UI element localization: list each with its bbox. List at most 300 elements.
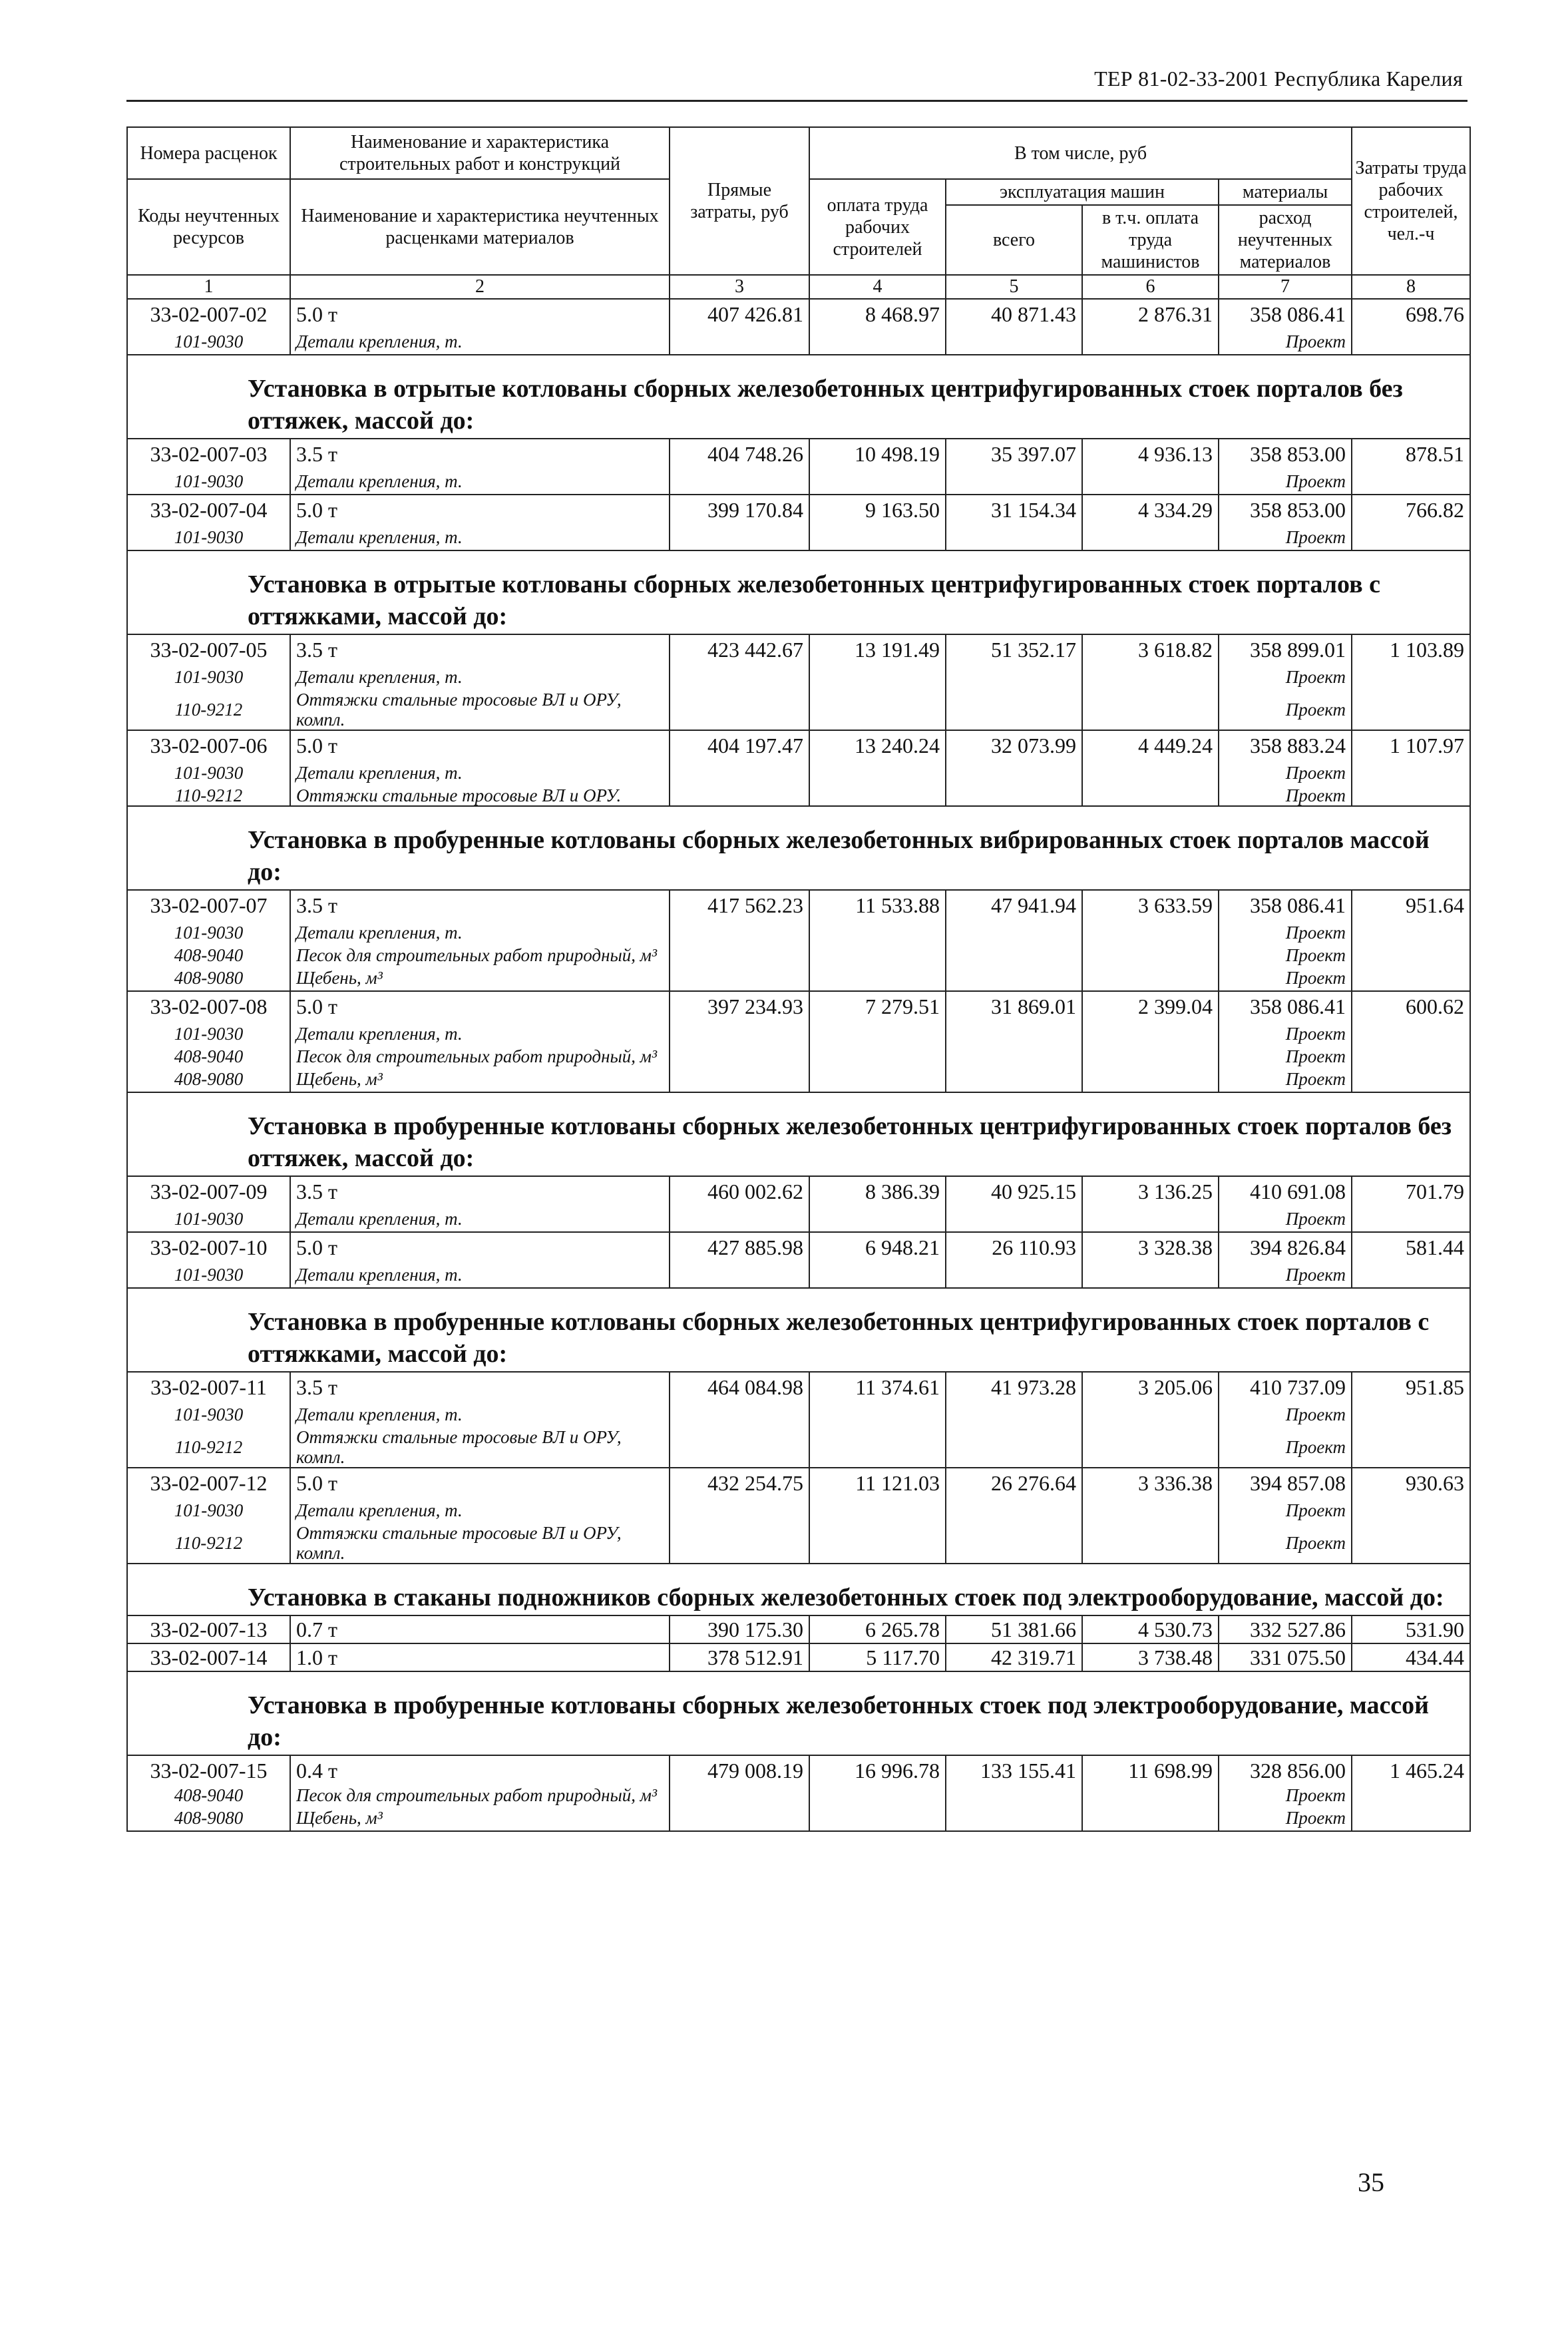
resource-row — [127, 920, 1470, 945]
rate-code: 33-02-007-14 — [127, 1643, 290, 1671]
section-heading-row — [127, 550, 1470, 634]
labor-hours: 581.44 — [1352, 1232, 1470, 1262]
resource-row — [127, 1021, 1470, 1046]
empty-cell — [946, 525, 1082, 550]
materials-cost: 410 691.08 — [1219, 1176, 1352, 1206]
machines-total: 32 073.99 — [946, 730, 1082, 760]
rate-row — [127, 1232, 1470, 1262]
column-number: 1 — [127, 275, 290, 299]
resource-name: Детали крепления, т. — [290, 1021, 670, 1046]
empty-cell — [809, 1206, 946, 1232]
resource-status: Проект — [1219, 329, 1352, 355]
resource-status: Проект — [1219, 1402, 1352, 1427]
materials-group-header: материалы — [1219, 179, 1352, 205]
materials-cost: 358 086.41 — [1219, 991, 1352, 1021]
empty-cell — [809, 469, 946, 495]
machines-total: 51 381.66 — [946, 1615, 1082, 1643]
resource-name: Оттяжки стальные тросовые ВЛ и ОРУ. — [290, 785, 670, 806]
operators-pay: 4 530.73 — [1082, 1615, 1219, 1643]
rate-code: 33-02-007-09 — [127, 1176, 290, 1206]
resource-code: 101-9030 — [127, 1021, 290, 1046]
materials-cost: 358 853.00 — [1219, 439, 1352, 469]
machines-total: 47 941.94 — [946, 890, 1082, 920]
direct-cost: 399 170.84 — [670, 495, 809, 525]
resource-row — [127, 469, 1470, 495]
rate-code: 33-02-007-11 — [127, 1372, 290, 1402]
rate-row — [127, 1615, 1470, 1643]
empty-cell — [1082, 785, 1219, 806]
resource-name: Оттяжки стальные тросовые ВЛ и ОРУ, компл. — [290, 1523, 670, 1564]
resource-status: Проект — [1219, 920, 1352, 945]
column-number: 8 — [1352, 275, 1470, 299]
materials-cost: 394 857.08 — [1219, 1468, 1352, 1498]
materials-cost: 358 899.01 — [1219, 634, 1352, 664]
resource-name: Оттяжки стальные тросовые ВЛ и ОРУ, компл. — [290, 690, 670, 730]
rate-name: 0.7 т — [290, 1615, 670, 1643]
rate-name: 3.5 т — [290, 1176, 670, 1206]
rate-row — [127, 1643, 1470, 1671]
direct-cost: 404 748.26 — [670, 439, 809, 469]
section-heading-row — [127, 1288, 1470, 1372]
resource-code: 101-9030 — [127, 664, 290, 690]
machines-total: 133 155.41 — [946, 1755, 1082, 1785]
empty-cell — [809, 664, 946, 690]
resource-row — [127, 1402, 1470, 1427]
document-header: ТЕР 81-02-33-2001 Республика Карелия — [1094, 67, 1463, 91]
resource-row — [127, 329, 1470, 355]
rate-code: 33-02-007-02 — [127, 299, 290, 329]
materials-cost: 358 086.41 — [1219, 299, 1352, 329]
resource-name: Детали крепления, т. — [290, 525, 670, 550]
resource-name: Детали крепления, т. — [290, 1402, 670, 1427]
empty-cell — [670, 1805, 809, 1831]
empty-cell — [946, 690, 1082, 730]
rate-row — [127, 1468, 1470, 1498]
empty-cell — [1352, 785, 1470, 806]
section-title: Установка в пробуренные котлованы сборных железобетонных вибрированных стоек порталов массой до: — [127, 806, 1470, 890]
empty-cell — [1082, 1523, 1219, 1564]
empty-cell — [809, 760, 946, 785]
empty-cell — [670, 664, 809, 690]
materials-cost: 331 075.50 — [1219, 1643, 1352, 1671]
rate-name: 5.0 т — [290, 991, 670, 1021]
labor-hours: 930.63 — [1352, 1468, 1470, 1498]
labor-pay: 8 468.97 — [809, 299, 946, 329]
empty-cell — [946, 1066, 1082, 1092]
rate-row — [127, 299, 1470, 329]
empty-cell — [946, 1427, 1082, 1468]
column-number: 4 — [809, 275, 946, 299]
resource-status: Проект — [1219, 965, 1352, 991]
empty-cell — [809, 1805, 946, 1831]
direct-cost: 479 008.19 — [670, 1755, 809, 1785]
resource-name: Детали крепления, т. — [290, 760, 670, 785]
resource-code: 408-9040 — [127, 945, 290, 965]
section-heading-row — [127, 355, 1470, 439]
resource-name: Детали крепления, т. — [290, 329, 670, 355]
labor-pay: 9 163.50 — [809, 495, 946, 525]
materials-cost: 332 527.86 — [1219, 1615, 1352, 1643]
rate-code: 33-02-007-07 — [127, 890, 290, 920]
empty-cell — [809, 1402, 946, 1427]
empty-cell — [946, 785, 1082, 806]
empty-cell — [670, 1262, 809, 1288]
section-title: Установка в пробуренные котлованы сборных железобетонных стоек под электрооборудование, массой до: — [127, 1671, 1470, 1755]
empty-cell — [1352, 1206, 1470, 1232]
empty-cell — [946, 664, 1082, 690]
section-title: Установка в отрытые котлованы сборных железобетонных центрифугированных стоек порталов с оттяжками, массой до: — [127, 550, 1470, 634]
empty-cell — [670, 469, 809, 495]
page-number: 35 — [1358, 2167, 1384, 2197]
empty-cell — [809, 785, 946, 806]
operators-pay: 11 698.99 — [1082, 1755, 1219, 1785]
empty-cell — [809, 965, 946, 991]
labor-hours: 951.64 — [1352, 890, 1470, 920]
empty-cell — [1082, 664, 1219, 690]
labor-hours: 600.62 — [1352, 991, 1470, 1021]
resource-row — [127, 690, 1470, 730]
machines-total: 26 276.64 — [946, 1468, 1082, 1498]
resource-code: 101-9030 — [127, 329, 290, 355]
labor-pay: 11 121.03 — [809, 1468, 946, 1498]
col2-bottom-header: Наименование и характеристика неучтенных расценками материалов — [290, 179, 670, 275]
rate-row — [127, 730, 1470, 760]
resource-code: 101-9030 — [127, 920, 290, 945]
resource-name: Детали крепления, т. — [290, 664, 670, 690]
resource-status: Проект — [1219, 1066, 1352, 1092]
labor-pay: 10 498.19 — [809, 439, 946, 469]
empty-cell — [809, 1523, 946, 1564]
empty-cell — [670, 1046, 809, 1066]
resource-code: 408-9080 — [127, 965, 290, 991]
rate-name: 3.5 т — [290, 1372, 670, 1402]
empty-cell — [1082, 1066, 1219, 1092]
direct-cost-header: Прямые затраты, руб — [670, 127, 809, 275]
rate-code: 33-02-007-06 — [127, 730, 290, 760]
operators-pay: 3 633.59 — [1082, 890, 1219, 920]
resource-code: 101-9030 — [127, 525, 290, 550]
empty-cell — [809, 1262, 946, 1288]
resource-row — [127, 525, 1470, 550]
resource-code: 101-9030 — [127, 760, 290, 785]
empty-cell — [670, 1402, 809, 1427]
section-heading-row — [127, 1671, 1470, 1755]
resource-status: Проект — [1219, 1046, 1352, 1066]
empty-cell — [1082, 920, 1219, 945]
labor-hours: 434.44 — [1352, 1643, 1470, 1671]
empty-cell — [946, 1498, 1082, 1523]
resource-name: Оттяжки стальные тросовые ВЛ и ОРУ, компл. — [290, 1427, 670, 1468]
machines-total: 42 319.71 — [946, 1643, 1082, 1671]
resource-status: Проект — [1219, 1498, 1352, 1523]
empty-cell — [809, 525, 946, 550]
resource-row — [127, 965, 1470, 991]
empty-cell — [1082, 1805, 1219, 1831]
empty-cell — [946, 1805, 1082, 1831]
rate-row — [127, 495, 1470, 525]
empty-cell — [1082, 690, 1219, 730]
empty-cell — [809, 1498, 946, 1523]
empty-cell — [1082, 1498, 1219, 1523]
empty-cell — [1352, 1021, 1470, 1046]
empty-cell — [1082, 329, 1219, 355]
labor-hours-header: Затраты труда рабочих строителей, чел.-ч — [1352, 127, 1470, 275]
empty-cell — [946, 1262, 1082, 1288]
direct-cost: 378 512.91 — [670, 1643, 809, 1671]
labor-pay: 13 191.49 — [809, 634, 946, 664]
resource-code: 101-9030 — [127, 469, 290, 495]
rate-code: 33-02-007-13 — [127, 1615, 290, 1643]
empty-cell — [1082, 1785, 1219, 1805]
rate-row — [127, 890, 1470, 920]
rate-row — [127, 1372, 1470, 1402]
col1-bottom-header: Коды неучтенных ресурсов — [127, 179, 290, 275]
resource-code: 101-9030 — [127, 1498, 290, 1523]
labor-pay: 8 386.39 — [809, 1176, 946, 1206]
rate-name: 5.0 т — [290, 299, 670, 329]
operators-pay: 4 449.24 — [1082, 730, 1219, 760]
resource-status: Проект — [1219, 1021, 1352, 1046]
empty-cell — [1082, 1427, 1219, 1468]
empty-cell — [670, 920, 809, 945]
rate-name: 5.0 т — [290, 730, 670, 760]
empty-cell — [1352, 1262, 1470, 1288]
rate-code: 33-02-007-12 — [127, 1468, 290, 1498]
empty-cell — [946, 1402, 1082, 1427]
resource-name: Щебень, м³ — [290, 1066, 670, 1092]
direct-cost: 427 885.98 — [670, 1232, 809, 1262]
column-number: 6 — [1082, 275, 1219, 299]
empty-cell — [1352, 1046, 1470, 1066]
materials-cost: 358 853.00 — [1219, 495, 1352, 525]
empty-cell — [946, 920, 1082, 945]
rates-table-body — [127, 299, 1470, 1831]
resource-row — [127, 1785, 1470, 1805]
resource-row — [127, 1523, 1470, 1564]
resource-row — [127, 1498, 1470, 1523]
resource-code: 110-9212 — [127, 1523, 290, 1564]
materials-cost: 328 856.00 — [1219, 1755, 1352, 1785]
empty-cell — [670, 1021, 809, 1046]
rate-code: 33-02-007-04 — [127, 495, 290, 525]
empty-cell — [809, 1046, 946, 1066]
column-number: 3 — [670, 275, 809, 299]
empty-cell — [670, 1785, 809, 1805]
machines-total: 40 871.43 — [946, 299, 1082, 329]
resource-name: Песок для строительных работ природный, м³ — [290, 1046, 670, 1066]
empty-cell — [946, 760, 1082, 785]
rate-name: 5.0 т — [290, 495, 670, 525]
empty-cell — [670, 945, 809, 965]
empty-cell — [1352, 945, 1470, 965]
machines-group-header: эксплуатация машин — [946, 179, 1219, 205]
resource-code: 101-9030 — [127, 1206, 290, 1232]
machines-total-header: всего — [946, 205, 1082, 275]
section-title: Установка в пробуренные котлованы сборных железобетонных центрифугированных стоек порталов с оттяжками, массой до: — [127, 1288, 1470, 1372]
resource-code: 408-9040 — [127, 1785, 290, 1805]
empty-cell — [809, 1066, 946, 1092]
empty-cell — [809, 1427, 946, 1468]
machines-total: 35 397.07 — [946, 439, 1082, 469]
section-title: Установка в отрытые котлованы сборных железобетонных центрифугированных стоек порталов без оттяжек, массой до: — [127, 355, 1470, 439]
resource-code: 101-9030 — [127, 1402, 290, 1427]
empty-cell — [946, 1021, 1082, 1046]
resource-row — [127, 1805, 1470, 1831]
direct-cost: 390 175.30 — [670, 1615, 809, 1643]
rate-row — [127, 1176, 1470, 1206]
empty-cell — [1352, 525, 1470, 550]
machines-total: 31 869.01 — [946, 991, 1082, 1021]
resource-row — [127, 760, 1470, 785]
rate-code: 33-02-007-05 — [127, 634, 290, 664]
empty-cell — [1082, 1021, 1219, 1046]
operators-pay: 3 205.06 — [1082, 1372, 1219, 1402]
operators-pay: 3 328.38 — [1082, 1232, 1219, 1262]
rate-code: 33-02-007-03 — [127, 439, 290, 469]
direct-cost: 417 562.23 — [670, 890, 809, 920]
section-title: Установка в пробуренные котлованы сборных железобетонных центрифугированных стоек порталов без оттяжек, массой до: — [127, 1092, 1470, 1176]
column-number: 7 — [1219, 275, 1352, 299]
materials-usage-header: расход неучтенных материалов — [1219, 205, 1352, 275]
labor-hours: 531.90 — [1352, 1615, 1470, 1643]
empty-cell — [809, 1785, 946, 1805]
resource-status: Проект — [1219, 1523, 1352, 1564]
empty-cell — [670, 785, 809, 806]
empty-cell — [670, 1498, 809, 1523]
labor-hours: 701.79 — [1352, 1176, 1470, 1206]
empty-cell — [670, 525, 809, 550]
including-header: В том числе, руб — [809, 127, 1352, 179]
labor-pay: 6 265.78 — [809, 1615, 946, 1643]
operators-pay: 3 336.38 — [1082, 1468, 1219, 1498]
empty-cell — [1352, 1805, 1470, 1831]
section-title: Установка в стаканы подножников сборных железобетонных стоек под электрооборудование, массой до: — [127, 1564, 1470, 1615]
rate-code: 33-02-007-10 — [127, 1232, 290, 1262]
resource-code: 110-9212 — [127, 785, 290, 806]
resource-name: Детали крепления, т. — [290, 920, 670, 945]
empty-cell — [1352, 469, 1470, 495]
empty-cell — [809, 945, 946, 965]
operators-pay: 3 738.48 — [1082, 1643, 1219, 1671]
empty-cell — [670, 965, 809, 991]
labor-pay: 7 279.51 — [809, 991, 946, 1021]
empty-cell — [1352, 1523, 1470, 1564]
resource-row — [127, 1066, 1470, 1092]
operators-pay: 2 876.31 — [1082, 299, 1219, 329]
section-heading-row — [127, 806, 1470, 890]
empty-cell — [1352, 664, 1470, 690]
resource-row — [127, 945, 1470, 965]
empty-cell — [670, 329, 809, 355]
rates-table — [126, 126, 1471, 1832]
empty-cell — [946, 965, 1082, 991]
empty-cell — [1352, 1066, 1470, 1092]
labor-hours: 1 465.24 — [1352, 1755, 1470, 1785]
rate-row — [127, 634, 1470, 664]
column-number: 2 — [290, 275, 670, 299]
empty-cell — [946, 1785, 1082, 1805]
empty-cell — [1352, 1785, 1470, 1805]
labor-pay: 16 996.78 — [809, 1755, 946, 1785]
resource-status: Проект — [1219, 525, 1352, 550]
operators-pay: 4 334.29 — [1082, 495, 1219, 525]
operators-pay-header: в т.ч. оплата труда машинистов — [1082, 205, 1219, 275]
machines-total: 40 925.15 — [946, 1176, 1082, 1206]
resource-row — [127, 1206, 1470, 1232]
header-divider — [126, 100, 1468, 102]
resource-row — [127, 785, 1470, 806]
resource-status: Проект — [1219, 690, 1352, 730]
empty-cell — [1352, 760, 1470, 785]
empty-cell — [1352, 1427, 1470, 1468]
labor-pay: 13 240.24 — [809, 730, 946, 760]
resource-name: Детали крепления, т. — [290, 469, 670, 495]
labor-hours: 698.76 — [1352, 299, 1470, 329]
direct-cost: 397 234.93 — [670, 991, 809, 1021]
empty-cell — [809, 329, 946, 355]
materials-cost: 394 826.84 — [1219, 1232, 1352, 1262]
resource-code: 408-9040 — [127, 1046, 290, 1066]
empty-cell — [809, 920, 946, 945]
empty-cell — [1352, 690, 1470, 730]
labor-hours: 1 107.97 — [1352, 730, 1470, 760]
resource-row — [127, 1427, 1470, 1468]
empty-cell — [1082, 965, 1219, 991]
resource-name: Щебень, м³ — [290, 965, 670, 991]
empty-cell — [1082, 1206, 1219, 1232]
empty-cell — [1082, 469, 1219, 495]
resource-status: Проект — [1219, 664, 1352, 690]
materials-cost: 358 086.41 — [1219, 890, 1352, 920]
resource-status: Проект — [1219, 760, 1352, 785]
section-heading-row — [127, 1564, 1470, 1615]
labor-pay: 5 117.70 — [809, 1643, 946, 1671]
resource-row — [127, 1262, 1470, 1288]
direct-cost: 407 426.81 — [670, 299, 809, 329]
labor-pay: 11 374.61 — [809, 1372, 946, 1402]
resource-status: Проект — [1219, 1785, 1352, 1805]
resource-code: 110-9212 — [127, 1427, 290, 1468]
empty-cell — [1352, 965, 1470, 991]
resource-status: Проект — [1219, 945, 1352, 965]
materials-cost: 410 737.09 — [1219, 1372, 1352, 1402]
empty-cell — [1082, 1262, 1219, 1288]
resource-name: Детали крепления, т. — [290, 1498, 670, 1523]
rate-name: 1.0 т — [290, 1643, 670, 1671]
resource-name: Песок для строительных работ природный, м³ — [290, 1785, 670, 1805]
resource-status: Проект — [1219, 1262, 1352, 1288]
direct-cost: 432 254.75 — [670, 1468, 809, 1498]
resource-code: 101-9030 — [127, 1262, 290, 1288]
resource-status: Проект — [1219, 1206, 1352, 1232]
resource-status: Проект — [1219, 469, 1352, 495]
operators-pay: 3 136.25 — [1082, 1176, 1219, 1206]
empty-cell — [1082, 945, 1219, 965]
empty-cell — [946, 1206, 1082, 1232]
resource-row — [127, 1046, 1470, 1066]
direct-cost: 404 197.47 — [670, 730, 809, 760]
rate-name: 3.5 т — [290, 439, 670, 469]
labor-pay: 6 948.21 — [809, 1232, 946, 1262]
resource-name: Песок для строительных работ природный, м³ — [290, 945, 670, 965]
materials-cost: 358 883.24 — [1219, 730, 1352, 760]
empty-cell — [946, 469, 1082, 495]
rate-name: 3.5 т — [290, 890, 670, 920]
empty-cell — [670, 1066, 809, 1092]
col2-top-header: Наименование и характеристика строительных работ и конструкций — [290, 127, 670, 179]
labor-hours: 1 103.89 — [1352, 634, 1470, 664]
operators-pay: 4 936.13 — [1082, 439, 1219, 469]
